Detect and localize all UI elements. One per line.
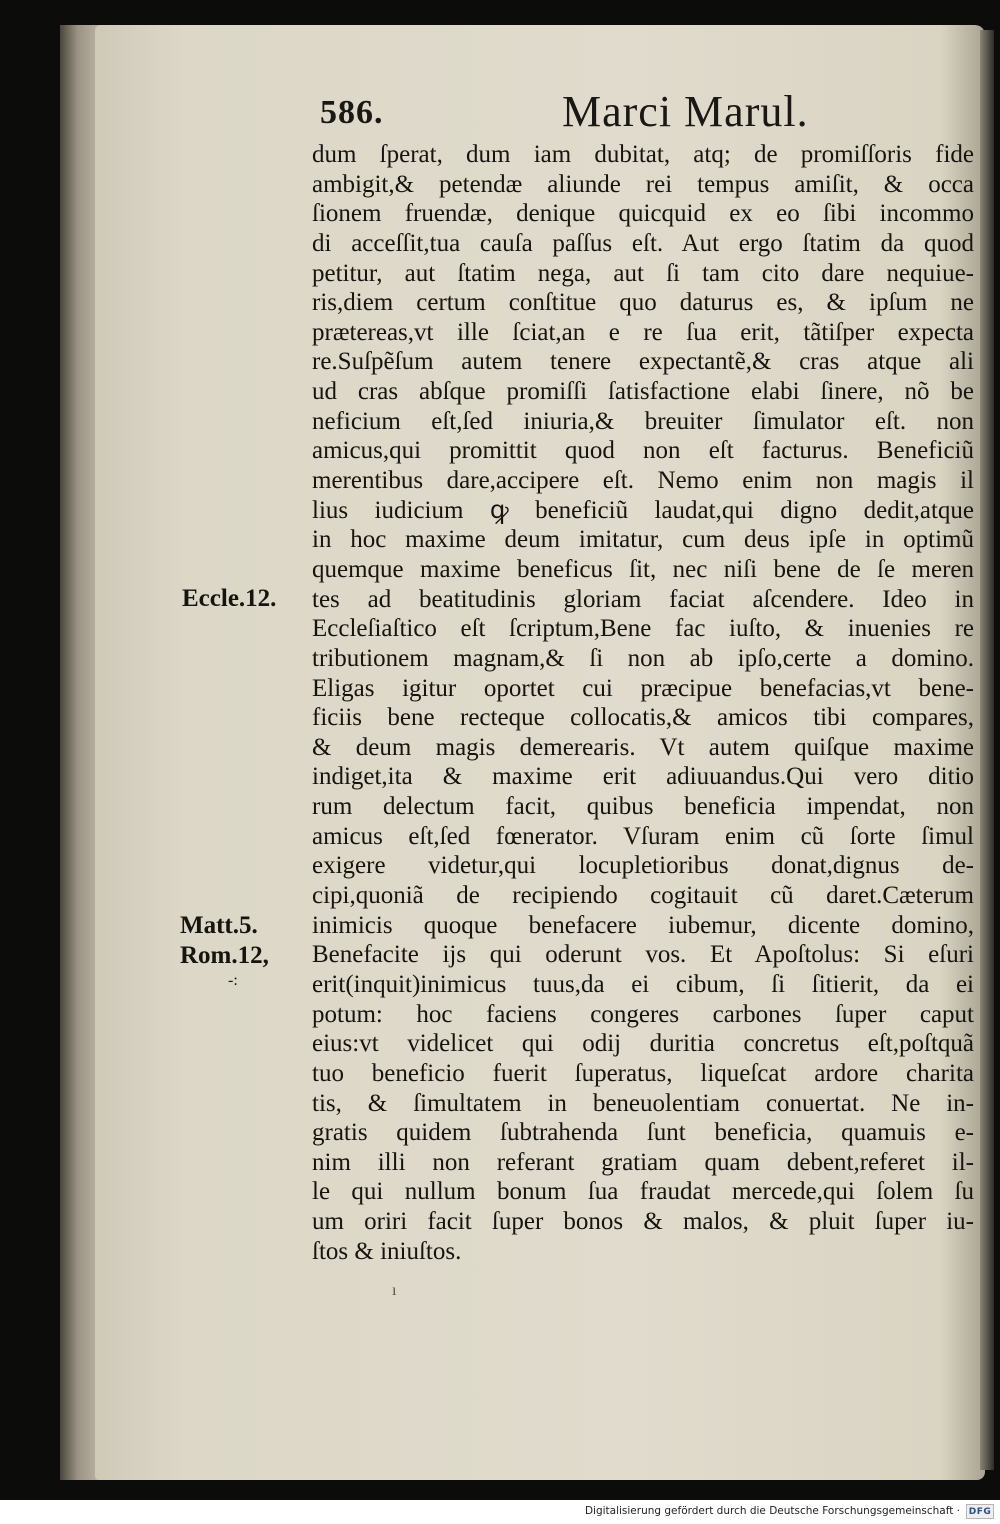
funding-credit: Digitalisierung gefördert durch die Deutsche Forschungsgemeinschaft · <box>584 1505 960 1517</box>
text-line: & deum magis demerearis. Vt autem quiſque maxime <box>312 733 974 761</box>
text-line: dum ſperat, dum iam dubitat, atq; de promiſſoris fide <box>312 141 974 168</box>
text-line: ficiis bene recteque collocatis,& amicos tibi compares, <box>312 704 974 732</box>
text-line: di acceſſit,tua cauſa paſſus eſt. Aut ergo ſtatim da quod <box>312 229 974 257</box>
text-line: um oriri facit ſuper bonos & malos, & pluit ſuper iu- <box>312 1208 974 1236</box>
text-line: in hoc maxime deum imitatur, cum deus ipſe in optimũ <box>312 526 974 554</box>
margin-note-mark: -: <box>228 972 238 989</box>
text-line: prætereas,vt ille ſciat,an e re ſua erit, tãtiſper expecta <box>312 318 974 346</box>
text-line: indiget,ita & maxime erit adiuuandus.Qui vero ditio <box>312 763 974 791</box>
running-head: Marci Marul. <box>562 87 809 136</box>
text-line: Benefacite ĳs qui oderunt vos. Et Apoſtolus: Si eſuri <box>312 941 974 969</box>
text-line: amicus,qui promittit quod non eſt facturus. Beneficiũ <box>312 437 974 465</box>
body-text-block <box>312 140 974 1266</box>
text-line: amicus eſt,ſed fœnerator. Vſuram enim cũ ſorte ſimul <box>312 822 974 850</box>
text-line: inimicis quoque benefacere iubemur, dicente domino, <box>312 911 974 939</box>
text-line: nim illi non referant gratiam quam debent,referet il- <box>312 1148 974 1176</box>
page-number: 586. <box>320 94 384 131</box>
text-line: lius iudicium ꝙ beneficiũ laudat,qui digno dedit,atque <box>312 496 974 524</box>
text-line: tes ad beatitudinis gloriam faciat aſcendere. Ideo in <box>312 585 974 613</box>
text-line: ud cras abſque promiſſi ſatisfactione elabi ſinere, nõ be <box>312 378 974 406</box>
text-line: re.Suſpẽſum autem tenere expectantẽ,& cras atque ali <box>312 348 974 376</box>
margin-note-matt: Matt.5. <box>180 912 258 939</box>
text-line: exigere videtur,qui locupletioribus donat,dignus de- <box>312 852 974 880</box>
page-right-edge <box>980 30 994 1470</box>
footer-bar <box>0 1500 1000 1524</box>
text-line: neficium eſt,ſed iniuria,& breuiter ſimulator eſt. non <box>312 407 974 435</box>
text-line: gratis quidem ſubtrahenda ſunt beneficia, quamuis e- <box>312 1119 974 1147</box>
text-line: potum: hoc faciens congeres carbones ſuper caput <box>312 1000 974 1028</box>
text-line: eius:vt videlicet qui odĳ duritia concretus eſt,poſtquã <box>312 1030 974 1058</box>
dfg-logo-icon: DFG <box>966 1504 994 1519</box>
page-header <box>320 86 960 138</box>
text-line: le qui nullum bonum ſua fraudat mercede,qui ſolem ſu <box>312 1178 974 1206</box>
text-line: cipi,quoniã de recipiendo cogitauit cũ daret.Cæterum <box>312 882 974 910</box>
text-line: tuo beneficio fuerit ſuperatus, liqueſcat ardore charita <box>312 1059 974 1087</box>
margin-note-eccle: Eccle.12. <box>182 585 277 612</box>
text-line: merentibus dare,accipere eſt. Nemo enim non magis il <box>312 467 974 495</box>
text-line: ſionem fruendæ, denique quicquid ex eo ſibi incommo <box>312 200 974 228</box>
text-line: ambigit,& petendæ aliunde rei tempus amiſit, & occa <box>312 170 974 198</box>
text-line: ſtos & iniuſtos. <box>312 1237 462 1265</box>
stray-ink-mark: ı <box>392 1282 397 1299</box>
text-line: Eccleſiaſtico eſt ſcriptum,Bene fac iuſto, & inuenies re <box>312 615 974 643</box>
text-line: erit(inquit)inimicus tuus,da ei cibum, ſi ſitierit, da ei <box>312 970 974 998</box>
text-line: rum delectum facit, quibus beneficia impendat, non <box>312 793 974 821</box>
margin-note-rom: Rom.12, <box>180 942 269 969</box>
text-line: petitur, aut ſtatim nega, aut ſi tam cito dare nequiue- <box>312 259 974 287</box>
text-line: Eligas igitur oportet cui præcipue benefacias,vt bene- <box>312 674 974 702</box>
text-line: tributionem magnam,& ſi non ab ipſo,certe a domino. <box>312 644 974 672</box>
text-line: tis, & ſimultatem in beneuolentiam conuertat. Ne in- <box>312 1089 974 1117</box>
text-line: ris,diem certum conſtitue quo daturus es, & ipſum ne <box>312 289 974 317</box>
text-line: quemque maxime beneficus ſit, nec niſi bene de ſe meren <box>312 555 974 583</box>
